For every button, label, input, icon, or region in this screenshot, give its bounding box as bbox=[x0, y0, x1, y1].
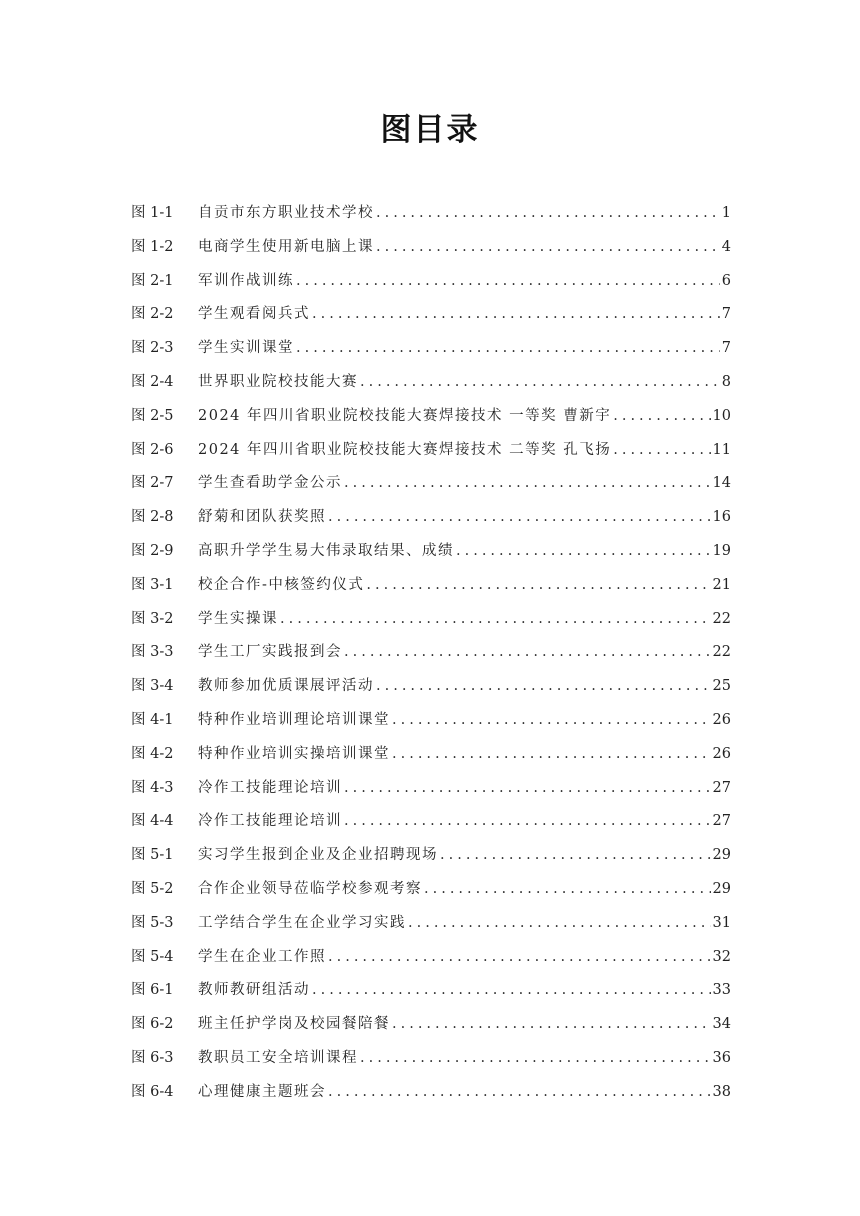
figure-entry[interactable] bbox=[131, 670, 731, 704]
figure-caption: 冷作工技能理论培训 bbox=[198, 813, 342, 830]
figure-caption: 军训作战训练 bbox=[198, 272, 294, 289]
figure-label: 图 3-1 bbox=[131, 576, 174, 593]
figure-entry[interactable] bbox=[131, 298, 731, 332]
dot-leader bbox=[424, 873, 711, 907]
page-number: 34 bbox=[712, 1016, 731, 1033]
page-number: 7 bbox=[721, 340, 731, 357]
page-number: 26 bbox=[712, 745, 731, 762]
figure-caption: 自贡市东方职业技术学校 bbox=[198, 205, 374, 221]
figure-entry[interactable] bbox=[131, 839, 731, 873]
figure-label: 图 3-4 bbox=[131, 678, 174, 695]
dot-leader bbox=[312, 298, 720, 332]
dot-leader bbox=[376, 197, 720, 231]
figure-label: 图 2-4 bbox=[131, 373, 174, 390]
page-number: 26 bbox=[712, 711, 731, 728]
page-number: 33 bbox=[712, 982, 731, 999]
figure-caption: 电商学生使用新电脑上课 bbox=[198, 238, 374, 255]
dot-leader bbox=[392, 738, 711, 772]
page-number: 14 bbox=[712, 475, 731, 492]
figure-entry[interactable] bbox=[131, 501, 731, 535]
figure-entry[interactable] bbox=[131, 636, 731, 670]
figure-label: 图 2-5 bbox=[131, 407, 174, 424]
dot-leader bbox=[440, 839, 711, 873]
dot-leader bbox=[392, 704, 711, 738]
page-title: 图目录 bbox=[380, 112, 480, 148]
figure-caption: 工学结合学生在企业学习实践 bbox=[198, 914, 406, 931]
figure-label: 图 5-2 bbox=[131, 880, 174, 897]
figure-label: 图 6-1 bbox=[131, 982, 174, 999]
figure-entry[interactable] bbox=[131, 907, 731, 941]
figure-label: 图 6-4 bbox=[131, 1083, 174, 1100]
figure-entry[interactable] bbox=[131, 873, 731, 907]
page-number: 19 bbox=[712, 542, 731, 559]
figure-label: 图 2-1 bbox=[131, 272, 174, 289]
figure-caption: 学生在企业工作照 bbox=[198, 948, 326, 965]
figure-caption: 学生实训课堂 bbox=[198, 340, 294, 357]
figure-list bbox=[131, 197, 731, 1110]
dot-leader bbox=[296, 332, 720, 366]
dot-leader bbox=[613, 400, 710, 434]
figure-label: 图 2-6 bbox=[131, 441, 174, 458]
page-number: 11 bbox=[712, 441, 731, 458]
dot-leader bbox=[344, 467, 711, 501]
figure-label: 图 2-7 bbox=[131, 475, 174, 492]
dot-leader bbox=[328, 501, 711, 535]
figure-label: 图 2-8 bbox=[131, 509, 174, 526]
figure-label: 图 4-2 bbox=[131, 745, 174, 762]
figure-caption: 班主任护学岗及校园餐陪餐 bbox=[198, 1016, 390, 1033]
figure-caption: 教职员工安全培训课程 bbox=[198, 1049, 358, 1066]
page-number: 22 bbox=[712, 644, 731, 661]
figure-caption: 教师参加优质课展评活动 bbox=[198, 678, 374, 695]
dot-leader bbox=[376, 231, 720, 265]
figure-caption: 冷作工技能理论培训 bbox=[198, 779, 342, 796]
figure-label: 图 2-2 bbox=[131, 306, 174, 323]
figure-caption: 特种作业培训理论培训课堂 bbox=[198, 711, 390, 728]
dot-leader bbox=[456, 535, 711, 569]
figure-entry[interactable] bbox=[131, 1008, 731, 1042]
figure-entry[interactable] bbox=[131, 434, 731, 468]
figure-entry[interactable] bbox=[131, 231, 731, 265]
page-number: 27 bbox=[712, 813, 731, 830]
figure-label: 图 5-1 bbox=[131, 847, 174, 864]
page-number: 8 bbox=[721, 373, 731, 390]
dot-leader bbox=[328, 941, 711, 975]
figure-entry[interactable] bbox=[131, 197, 731, 231]
page-number: 21 bbox=[712, 576, 731, 593]
figure-caption: 学生查看助学金公示 bbox=[198, 475, 342, 492]
figure-label: 图 4-3 bbox=[131, 779, 174, 796]
figure-entry[interactable] bbox=[131, 332, 731, 366]
figure-label: 图 6-2 bbox=[131, 1016, 174, 1033]
dot-leader bbox=[280, 603, 711, 637]
figure-label: 图 1-1 bbox=[131, 205, 174, 221]
figure-label: 图 3-2 bbox=[131, 610, 174, 627]
figure-label: 图 3-3 bbox=[131, 644, 174, 661]
page-number: 36 bbox=[712, 1049, 731, 1066]
figure-label: 图 5-3 bbox=[131, 914, 174, 931]
dot-leader bbox=[360, 1042, 711, 1076]
dot-leader bbox=[360, 366, 720, 400]
page-number: 32 bbox=[712, 948, 731, 965]
page-number: 4 bbox=[721, 238, 731, 255]
figure-entry[interactable] bbox=[131, 1042, 731, 1076]
figure-entry[interactable] bbox=[131, 603, 731, 637]
figure-label: 图 5-4 bbox=[131, 948, 174, 965]
figure-entry[interactable] bbox=[131, 704, 731, 738]
figure-entry[interactable] bbox=[131, 467, 731, 501]
dot-leader bbox=[344, 772, 711, 806]
figure-label: 图 2-9 bbox=[131, 542, 174, 559]
page-number: 10 bbox=[712, 407, 731, 424]
figure-caption: 2024 年四川省职业院校技能大赛焊接技术 一等奖 曹新宇 bbox=[198, 407, 612, 424]
page-number: 22 bbox=[712, 610, 731, 627]
dot-leader bbox=[392, 1008, 711, 1042]
figure-caption: 特种作业培训实操培训课堂 bbox=[198, 745, 390, 762]
figure-caption: 高职升学学生易大伟录取结果、成绩 bbox=[198, 542, 454, 559]
figure-label: 图 2-3 bbox=[131, 340, 174, 357]
figure-caption: 2024 年四川省职业院校技能大赛焊接技术 二等奖 孔飞扬 bbox=[198, 441, 612, 458]
figure-entry[interactable] bbox=[131, 535, 731, 569]
figure-entry[interactable] bbox=[131, 265, 731, 299]
figure-caption: 学生工厂实践报到会 bbox=[198, 644, 342, 661]
figure-entry[interactable] bbox=[131, 400, 731, 434]
dot-leader bbox=[408, 907, 711, 941]
dot-leader bbox=[328, 1076, 711, 1110]
page-number: 6 bbox=[721, 272, 731, 289]
figure-caption: 学生实操课 bbox=[198, 610, 278, 627]
figure-label: 图 6-3 bbox=[131, 1049, 174, 1066]
figure-caption: 教师教研组活动 bbox=[198, 982, 310, 999]
figure-entry[interactable] bbox=[131, 366, 731, 400]
figure-caption: 舒菊和团队获奖照 bbox=[198, 509, 326, 526]
dot-leader bbox=[344, 636, 711, 670]
dot-leader bbox=[296, 265, 720, 299]
figure-caption: 世界职业院校技能大赛 bbox=[198, 373, 358, 390]
figure-caption: 校企合作-中核签约仪式 bbox=[198, 576, 365, 593]
page-number: 25 bbox=[712, 678, 731, 695]
page-number: 16 bbox=[712, 509, 731, 526]
dot-leader bbox=[344, 805, 711, 839]
figure-caption: 实习学生报到企业及企业招聘现场 bbox=[198, 847, 438, 864]
dot-leader bbox=[376, 670, 711, 704]
page-number: 29 bbox=[712, 880, 731, 897]
figure-entry[interactable] bbox=[131, 1076, 731, 1110]
figure-label: 图 4-4 bbox=[131, 813, 174, 830]
figure-caption: 合作企业领导莅临学校参观考察 bbox=[198, 880, 422, 897]
dot-leader bbox=[366, 569, 710, 603]
page-number: 31 bbox=[712, 914, 731, 931]
figure-label: 图 4-1 bbox=[131, 711, 174, 728]
page-number: 27 bbox=[712, 779, 731, 796]
figure-entry[interactable] bbox=[131, 772, 731, 806]
figure-label: 图 1-2 bbox=[131, 238, 174, 255]
dot-leader bbox=[613, 434, 710, 468]
figure-caption: 学生观看阅兵式 bbox=[198, 306, 310, 323]
figure-entry[interactable] bbox=[131, 974, 731, 1008]
figure-caption: 心理健康主题班会 bbox=[198, 1083, 326, 1100]
figure-entry[interactable] bbox=[131, 569, 731, 603]
page-number: 38 bbox=[712, 1083, 731, 1100]
figure-entry[interactable] bbox=[131, 805, 731, 839]
page-number: 29 bbox=[712, 847, 731, 864]
figure-entry[interactable] bbox=[131, 738, 731, 772]
page-number: 7 bbox=[721, 306, 731, 323]
dot-leader bbox=[312, 974, 711, 1008]
figure-entry[interactable] bbox=[131, 941, 731, 975]
page-number: 1 bbox=[721, 205, 731, 221]
